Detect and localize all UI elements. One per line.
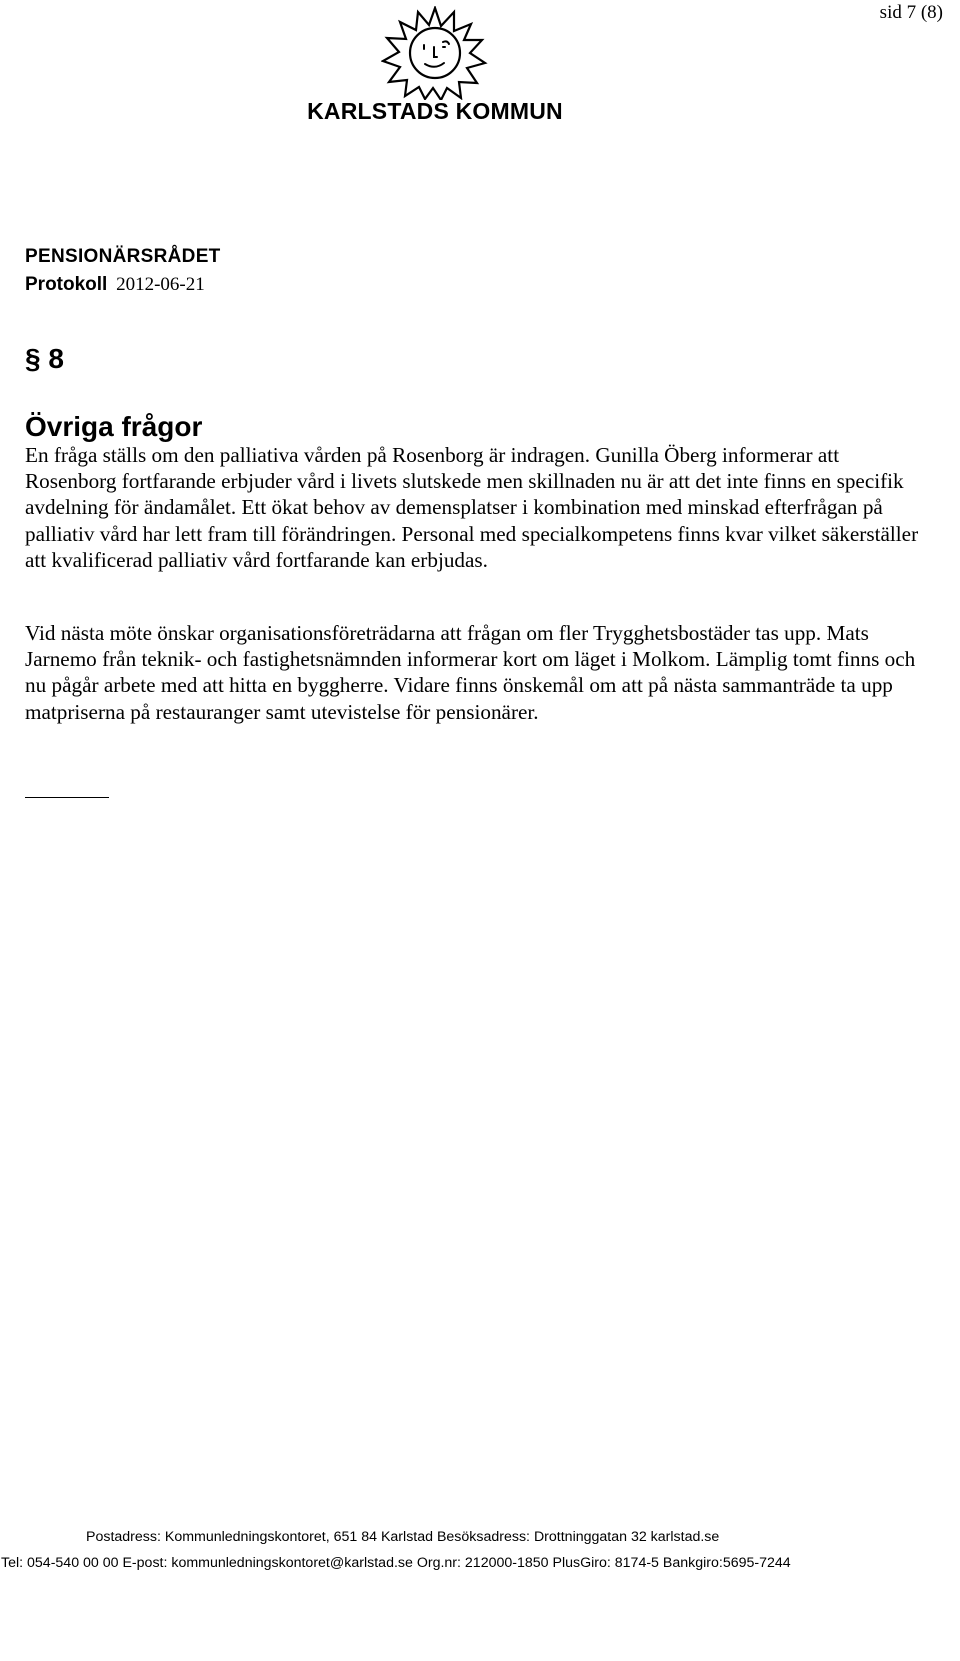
karlstad-kommun-logo: [300, 0, 570, 130]
footer-address-line: Postadress: Kommunledningskontoret, 651 84 Karlstad Besöksadress: Drottninggatan 32 karlstad.se: [86, 1529, 720, 1545]
document-meta: [25, 274, 205, 296]
footnote-divider: [25, 797, 109, 798]
footer-contact-line: Tel: 054-540 00 00 E-post: kommunledningskontoret@karlstad.se Org.nr: 212000-1850 PlusGiro: 8174-5 Bankgiro:5695-7244: [1, 1555, 791, 1571]
logo-text: KARLSTADS KOMMUN: [307, 98, 563, 124]
paragraph-2: Vid nästa möte önskar organisationsföreträdarna att frågan om fler Trygghetsbostäder tas upp. Mats Jarnemo från teknik- och fastighetsnämnden informerar kort om läget i Molkom. Lämplig tomt finns och nu pågår arbete med att hitta en byggherre. Vidare finns önskemål om att på nästa sammanträde ta upp matpriserna på restauranger samt utevistelse för pensionärer.: [25, 621, 916, 724]
document-date: 2012-06-21: [116, 274, 205, 295]
organization-name: PENSIONÄRSRÅDET: [25, 246, 221, 267]
section-title: Övriga frågor: [25, 411, 203, 442]
paragraph-1: En fråga ställs om den palliativa vården på Rosenborg är indragen. Gunilla Öberg informerar att Rosenborg fortfarande erbjuder vård i livets slutskede men skillnaden nu är att det inte finns en specifik avdelning för ändamålet. Ett ökat behov av demensplatser i kombination med minskad efterfrågan på palliativ vård har lett fram till förändringen. Personal med specialkompetens finns kvar vilket säkerställer att kvalificerad palliativ vård fortfarande kan erbjudas.: [25, 443, 919, 572]
document-type: Protokoll: [25, 274, 108, 295]
sun-logo-icon: [381, 6, 489, 100]
page-number: sid 7 (8): [879, 2, 943, 23]
section-number: § 8: [25, 343, 64, 374]
